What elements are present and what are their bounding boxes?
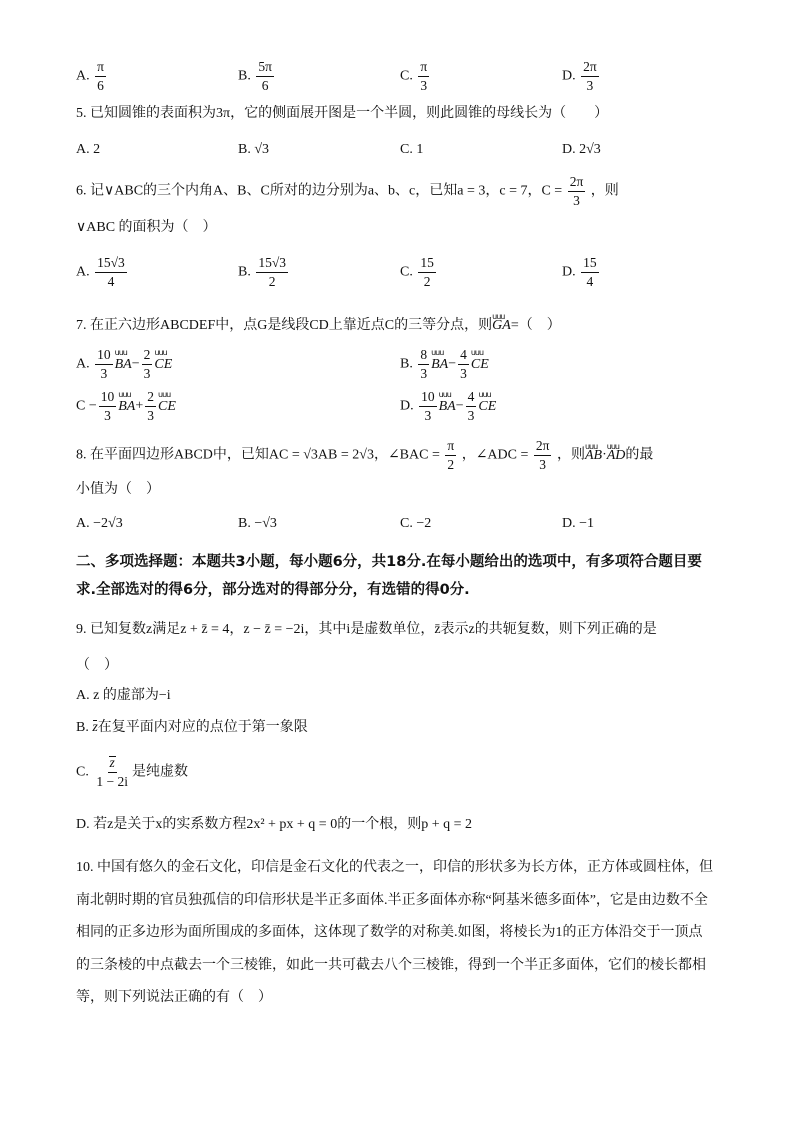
- q4-option-d: [562, 58, 601, 95]
- vector: uuu CE: [478, 399, 496, 415]
- q6-option-c: C. $\frac{15}{2}$: [400, 255, 434, 289]
- vector: uuu CE: [158, 399, 176, 415]
- fraction: $\frac{z}{1 - 2i}$: [96, 755, 128, 789]
- vector: uuu BA: [439, 399, 456, 415]
- q5-option-c: C. 1: [400, 142, 424, 157]
- q8-option-a: A. −2√3: [76, 516, 123, 531]
- q4-option-b: [238, 58, 276, 95]
- option-letter: D.: [562, 68, 576, 84]
- q7-option-b: B. $\frac{8}{3}$ uuu BA− $\frac{4}{3}$ uuu CE: [400, 346, 489, 383]
- fraction: $\frac{4}{3}$: [467, 389, 475, 423]
- q5-stem: 5. 已知圆锥的表面积为3π，它的侧面展开图是一个半圆，则此圆锥的母线长为（ ）: [76, 106, 609, 121]
- q8-option-b: B. −√3: [238, 516, 277, 531]
- q9-stem-line2: （ ）: [76, 658, 118, 673]
- fraction: $\frac{15√3}{4}$: [97, 255, 125, 289]
- q6-option-b: B. $\frac{15√3}{2}$: [238, 255, 287, 289]
- vector: uuu AD: [607, 446, 626, 466]
- q4-option-a: [76, 58, 108, 95]
- fraction: $\frac{15√3}{2}$: [258, 255, 287, 289]
- section-heading: 二、多项选择题：本题共3小题，每小题6分，共18分.在每小题给出的选项中，有多项符合题目要求.全部选对的得6分，部分选对的得部分分，有选错的得0分.: [76, 554, 702, 598]
- fraction: $\frac{5\pi}{6}$: [258, 59, 272, 93]
- fraction: $\frac{\pi}{2}$: [447, 438, 455, 472]
- q6-option-a: A. $\frac{15√3}{4}$: [76, 255, 125, 289]
- fraction: $\frac{\pi}{6}$: [97, 59, 104, 93]
- fraction: $\frac{10}{3}$: [100, 389, 115, 423]
- q7-option-c: C − $\frac{10}{3}$ uuu BA+ $\frac{2}{3}$ uuu CE: [76, 388, 176, 425]
- q8-option-c: C. −2: [400, 516, 432, 531]
- q5-option-a: A. 2: [76, 142, 101, 157]
- q9-option-d: D. 若z是关于x的实系数方程2x² + px + q = 0的一个根，则p + q = 2: [76, 817, 472, 832]
- fraction: $\frac{2\pi}{3}$: [569, 174, 584, 208]
- q8-stem: 8. 在平面四边形ABCD中，已知AC = √3AB = 2√3，∠BAC = $\frac{\pi}{2}$ ，∠ADC = $\frac{2\pi}{3}$ ，则uuu AB·uuu AD的最: [76, 437, 653, 474]
- q9-option-b: B. z在复平面内对应的点位于第一象限: [76, 718, 308, 738]
- q10-stem: 10. 中国有悠久的金石文化，印信是金石文化的代表之一，印信的形状多为长方体，正方体或圆柱体，但南北朝时期的官员独孤信的印信形状是半正多面体.半正多面体亦称“阿基米德多面体”，它是由边数不全相同的正多边形为面所围成的多面体，这体现了数学的对称美.如图，将棱长为1的正方体沿交于一顶点的三条棱的中点截去一个三棱锥，如此一共可截去八个三棱锥，得到一个半正多面体，它们的棱长都相等，则下列说法正确的有（ ）: [76, 860, 713, 1005]
- q6-stem: 6. 记∨ABC的三个内角A、B、C所对的边分别为a、b、c，已知a = 3，c = 7，C = $\frac{2\pi}{3}$ ，则: [76, 174, 619, 208]
- vector: uuu CE: [471, 357, 489, 373]
- vector: uuu BA: [431, 357, 448, 373]
- vector: uuu AB: [585, 446, 602, 466]
- q6-stem-line2: ∨ABC 的面积为（ ）: [76, 220, 217, 235]
- vector: uuu BA: [115, 357, 132, 373]
- fraction: $\frac{2}{3}$: [147, 389, 155, 423]
- q4-option-c: [400, 58, 431, 95]
- q8-option-d: D. −1: [562, 516, 595, 531]
- q9-option-a: A. z 的虚部为−i: [76, 688, 171, 703]
- q9-stem: 9. 已知复数z满足z + z̄ = 4，z − z̄ = −2i，其中i是虚数单位，z̄表示z的共轭复数，则下列正确的是: [76, 622, 657, 637]
- fraction: $\frac{2\pi}{3}$: [583, 59, 597, 93]
- fraction: $\frac{8}{3}$: [420, 347, 428, 381]
- q6-option-d: D. $\frac{15}{4}$: [562, 255, 597, 289]
- vector: uuu CE: [154, 357, 172, 373]
- fraction: $\frac{15}{2}$: [420, 255, 434, 289]
- fraction: $\frac{10}{3}$: [97, 347, 111, 381]
- fraction: $\frac{2\pi}{3}$: [535, 438, 550, 472]
- q7-stem: 7. 在正六边形ABCDEF中，点G是线段CD上靠近点C的三等分点，则uuu GA=（ ）: [76, 316, 561, 336]
- fraction: $\frac{15}{4}$: [583, 255, 597, 289]
- q7-option-a: A. $\frac{10}{3}$ uuu BA− $\frac{2}{3}$ uuu CE: [76, 346, 172, 383]
- q5-option-d: D. 2√3: [562, 142, 601, 157]
- option-letter: B.: [238, 68, 251, 84]
- fraction: $\frac{4}{3}$: [460, 347, 467, 381]
- q5-option-b: B. √3: [238, 142, 270, 157]
- q9-option-c: C. $\frac{z}{1 - 2i}$ 是纯虚数: [76, 755, 188, 789]
- fraction: $\frac{10}{3}$: [421, 389, 435, 423]
- fraction: $\frac{2}{3}$: [143, 347, 151, 381]
- q7-option-d: D. $\frac{10}{3}$ uuu BA− $\frac{4}{3}$ uuu CE: [400, 388, 496, 425]
- q8-stem-line2: 小值为（ ）: [76, 482, 160, 497]
- fraction: $\frac{\pi}{3}$: [420, 59, 428, 93]
- vector: uuu GA: [492, 316, 511, 336]
- vector: uuu BA: [118, 399, 135, 415]
- option-letter: A.: [76, 68, 90, 84]
- option-letter: C.: [400, 68, 413, 84]
